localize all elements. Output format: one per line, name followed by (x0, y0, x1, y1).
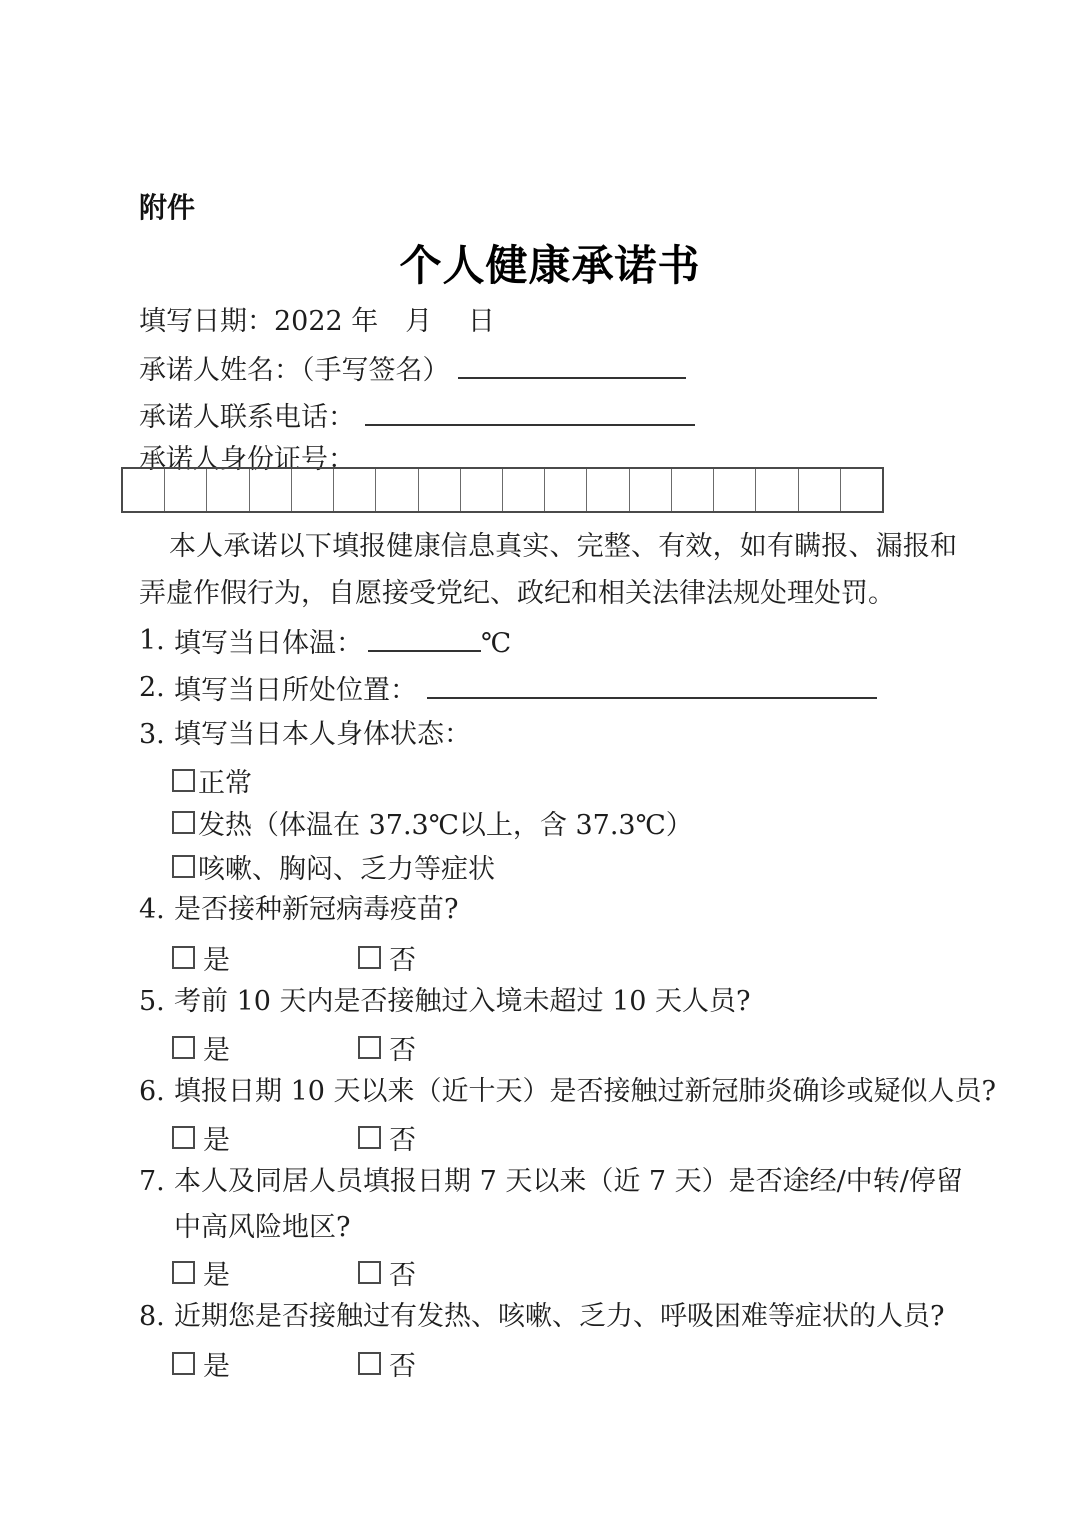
question-8-no-checkbox[interactable] (358, 1352, 381, 1375)
question-5-no-group (358, 1028, 416, 1067)
no-label: 否 (389, 1350, 416, 1382)
question-1-number: 1. (139, 625, 165, 656)
question-6-yes-group (172, 1118, 230, 1157)
id-digit-cell[interactable] (460, 469, 502, 511)
question-7-yes-group (172, 1253, 230, 1292)
option-cough (172, 843, 972, 889)
question-4-yes-checkbox[interactable] (172, 946, 195, 969)
phone-line (139, 392, 979, 438)
phone-label: 承诺人联系电话： (139, 402, 355, 433)
question-5-text: 考前 10 天内是否接触过入境未超过 10 天人员? (174, 986, 751, 1017)
question-8-yes-checkbox[interactable] (172, 1352, 195, 1375)
question-6-number: 6. (139, 1076, 165, 1107)
question-4-yes-no-row (172, 934, 772, 980)
fill-date-text: 填写日期：2022 年 月 日 (139, 306, 495, 337)
pledge-paragraph: 本人承诺以下填报健康信息真实、完整、有效，如有瞒报、漏报和弄虚作假行为，自愿接受党纪、政纪和相关法律法规处理处罚。 (139, 531, 957, 609)
question-1-text: 填写当日体温： ℃ (139, 618, 965, 667)
question-7 (139, 1159, 965, 1250)
id-digit-cell[interactable] (291, 469, 333, 511)
id-digit-cell[interactable] (798, 469, 840, 511)
question-8-yes-no-row (172, 1340, 772, 1386)
question-4-number: 4. (139, 894, 165, 925)
question-6-yes-no-row (172, 1114, 772, 1160)
id-digit-cell[interactable] (502, 469, 544, 511)
name-blank-field[interactable] (458, 345, 686, 379)
option-normal-label: 正常 (198, 767, 252, 799)
id-digit-cell[interactable] (164, 469, 206, 511)
question-7-no-group (358, 1253, 416, 1292)
option-cough-label: 咳嗽、胸闷、乏力等症状 (198, 853, 495, 885)
question-2 (139, 665, 965, 714)
question-1 (139, 618, 965, 667)
id-digit-cell[interactable] (840, 469, 882, 511)
question-7-number: 7. (139, 1166, 165, 1197)
question-4 (139, 887, 965, 933)
yes-label: 是 (203, 1034, 230, 1066)
yes-label: 是 (203, 1124, 230, 1156)
checkbox-normal[interactable] (172, 769, 195, 792)
id-digit-cell[interactable] (755, 469, 797, 511)
question-6-no-group (358, 1118, 416, 1157)
question-4-no-group (358, 938, 416, 977)
question-4-text: 是否接种新冠病毒疫苗? (174, 894, 459, 925)
question-6 (139, 1069, 996, 1115)
question-7-no-checkbox[interactable] (358, 1261, 381, 1284)
question-3 (139, 712, 965, 758)
question-5 (139, 979, 965, 1025)
page-title: 个人健康承诺书 (399, 241, 701, 290)
yes-label: 是 (203, 944, 230, 976)
question-2-text: 填写当日所处位置： (139, 665, 965, 714)
yes-label: 是 (203, 1350, 230, 1382)
question-5-yes-group (172, 1028, 230, 1067)
question-8-number: 8. (139, 1301, 165, 1332)
attachment-label: 附件 (139, 192, 196, 223)
no-label: 否 (389, 944, 416, 976)
id-label: 承诺人身份证号： (139, 444, 355, 475)
name-label: 承诺人姓名：（手写签名） (139, 355, 450, 386)
celsius-unit: ℃ (481, 628, 512, 659)
question-5-number: 5. (139, 986, 165, 1017)
question-5-no-checkbox[interactable] (358, 1036, 381, 1059)
yes-label: 是 (203, 1259, 230, 1291)
id-digit-cell[interactable] (249, 469, 291, 511)
id-digit-cell[interactable] (333, 469, 375, 511)
id-digit-cell[interactable] (418, 469, 460, 511)
question-5-yes-no-row (172, 1024, 772, 1070)
question-8 (139, 1294, 965, 1340)
id-digit-cell[interactable] (713, 469, 755, 511)
temperature-blank-field[interactable] (368, 618, 481, 652)
location-blank-field[interactable] (427, 665, 877, 699)
question-4-no-checkbox[interactable] (358, 946, 381, 969)
question-3-text: 填写当日本人身体状态： (174, 719, 471, 750)
question-6-text: 填报日期 10 天以来（近十天）是否接触过新冠肺炎确诊或疑似人员? (174, 1076, 996, 1107)
checkbox-cough[interactable] (172, 855, 195, 878)
option-fever-label: 发热（体温在 37.3℃以上，含 37.3℃） (198, 809, 693, 841)
question-8-no-group (358, 1344, 416, 1383)
id-digit-cell[interactable] (586, 469, 628, 511)
no-label: 否 (389, 1034, 416, 1066)
question-8-text: 近期您是否接触过有发热、咳嗽、乏力、呼吸困难等症状的人员? (174, 1301, 945, 1332)
checkbox-fever[interactable] (172, 811, 195, 834)
id-number-boxes[interactable] (121, 467, 884, 513)
no-label: 否 (389, 1259, 416, 1291)
question-7-yes-no-row (172, 1249, 772, 1295)
question-2-number: 2. (139, 672, 165, 703)
question-3-number: 3. (139, 719, 165, 750)
no-label: 否 (389, 1124, 416, 1156)
question-4-yes-group (172, 938, 230, 977)
option-fever (172, 799, 972, 845)
id-digit-cell[interactable] (629, 469, 671, 511)
option-normal (172, 757, 972, 803)
question-7-yes-checkbox[interactable] (172, 1261, 195, 1284)
id-digit-cell[interactable] (123, 469, 164, 511)
id-digit-cell[interactable] (206, 469, 248, 511)
id-digit-cell[interactable] (544, 469, 586, 511)
id-digit-cell[interactable] (375, 469, 417, 511)
phone-blank-field[interactable] (365, 392, 695, 426)
question-6-yes-checkbox[interactable] (172, 1126, 195, 1149)
fill-date-line (139, 299, 979, 345)
name-line (139, 345, 979, 391)
question-7-text: 本人及同居人员填报日期 7 天以来（近 7 天）是否途经/中转/停留中高风险地区? (174, 1166, 963, 1243)
id-digit-cell[interactable] (671, 469, 713, 511)
question-8-yes-group (172, 1344, 230, 1383)
question-6-no-checkbox[interactable] (358, 1126, 381, 1149)
question-5-yes-checkbox[interactable] (172, 1036, 195, 1059)
